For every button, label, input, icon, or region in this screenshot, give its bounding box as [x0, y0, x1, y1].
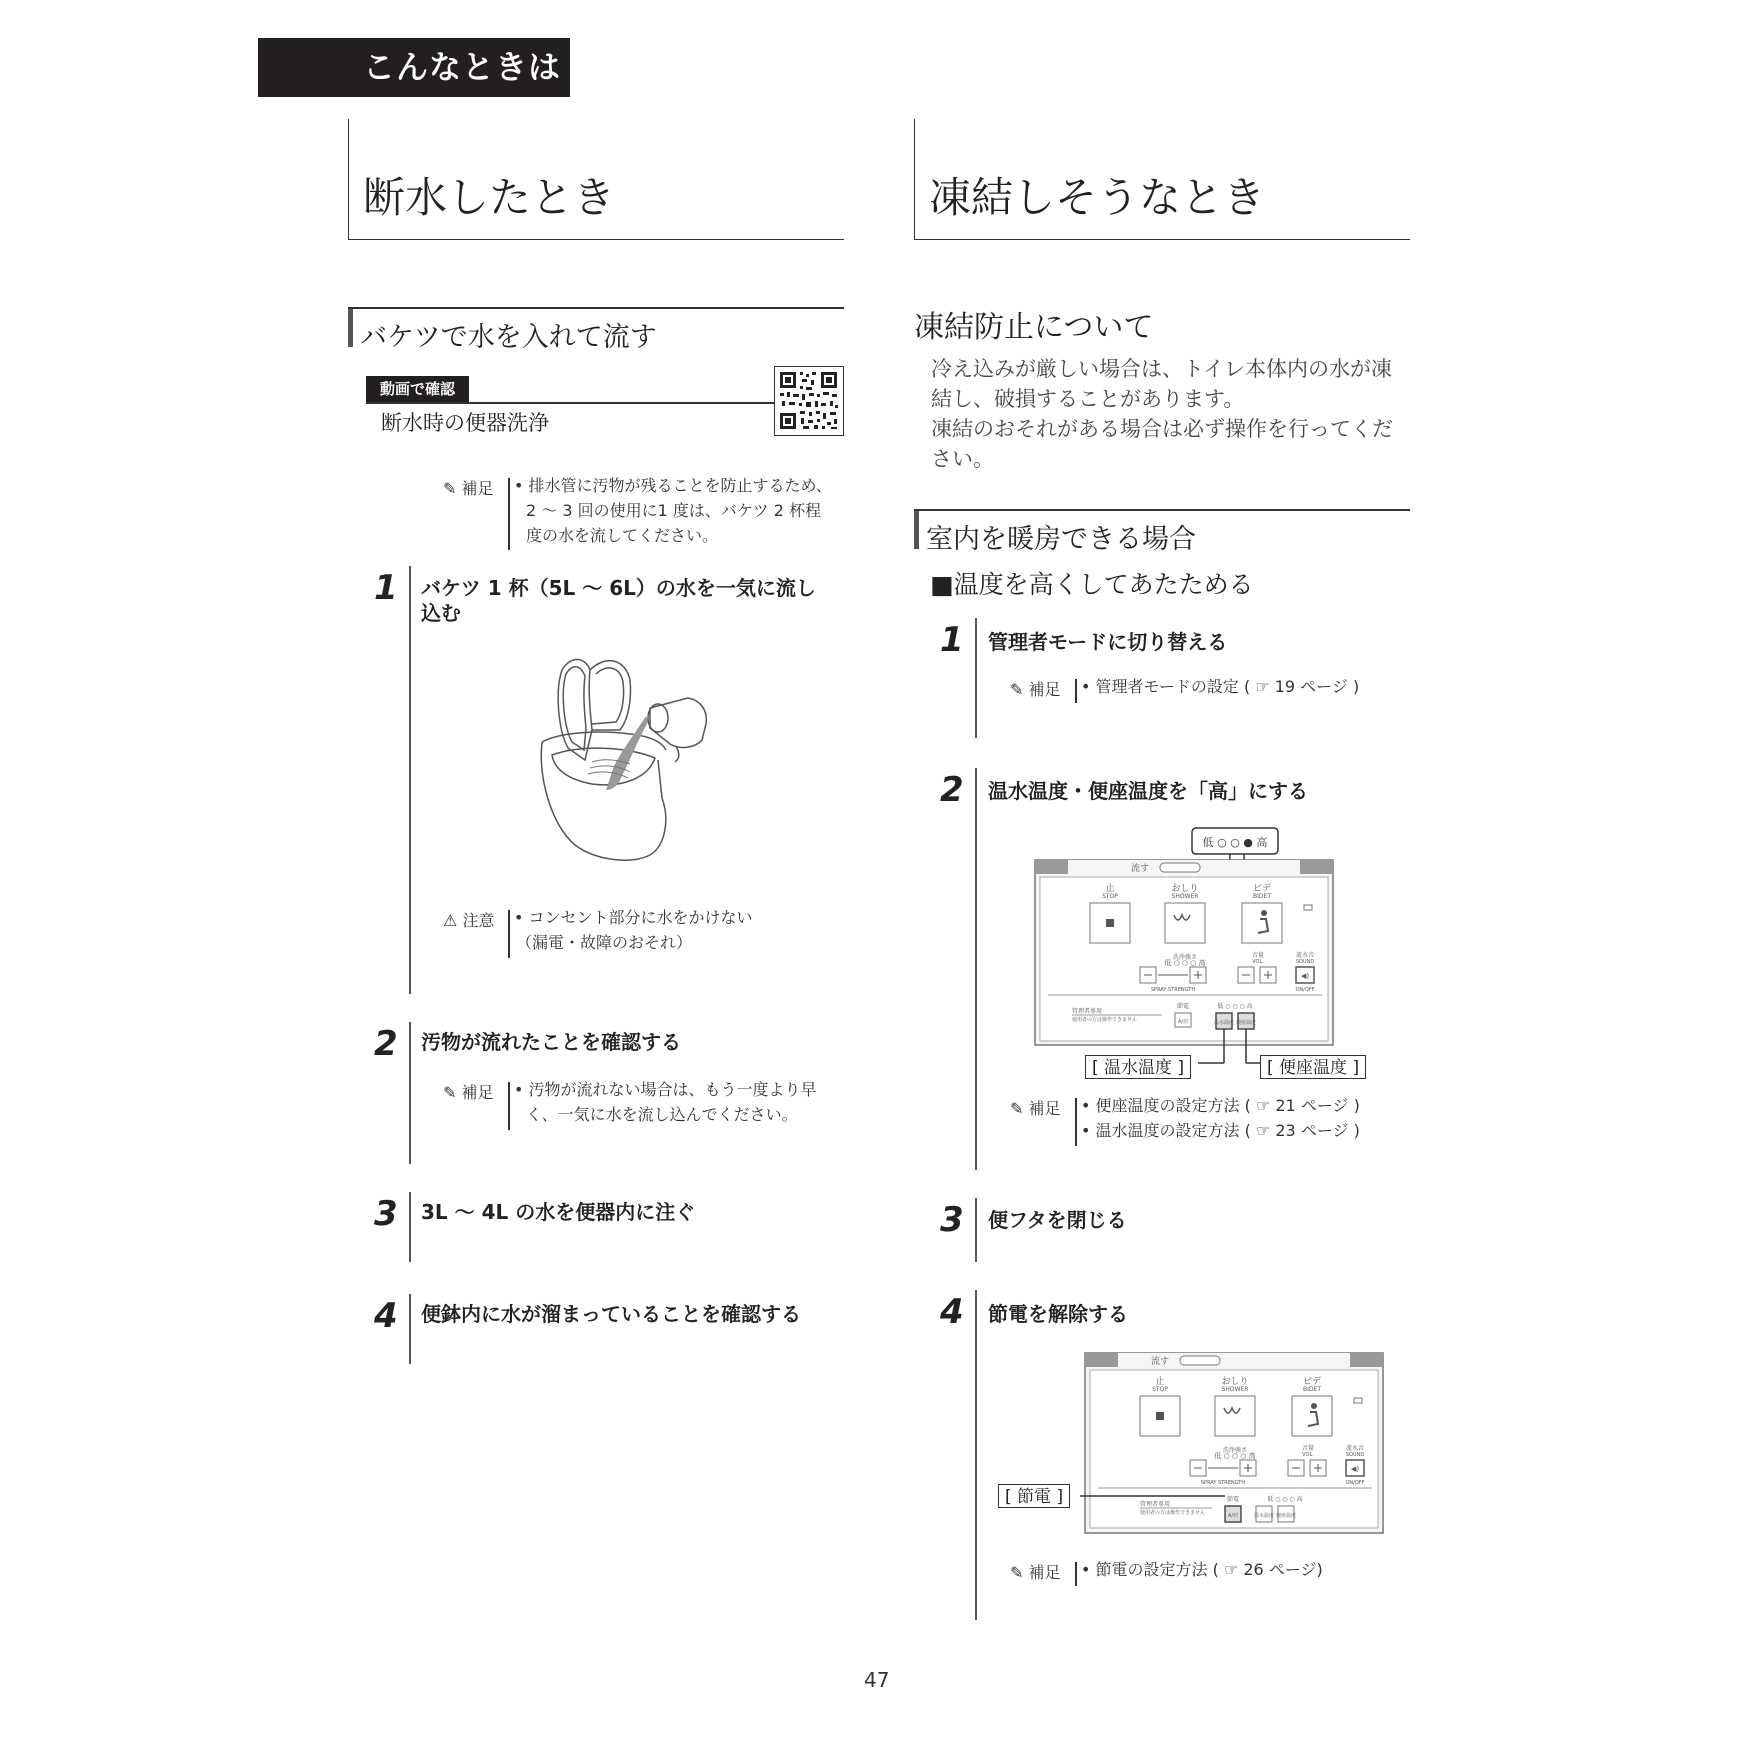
right-paragraph: 冷え込みが厳しい場合は、トイレ本体内の水が凍 結し、破損することがあります。 凍結のおそれがある場合は必ず操作を行ってくだ さい。 — [931, 357, 1393, 471]
toilet-bucket-illustration — [530, 650, 730, 865]
control-panel-diagram-1 — [1030, 825, 1340, 1087]
video-title: 断水時の便器洗浄 — [381, 411, 549, 435]
svg-text:SHOWER: SHOWER — [1221, 1386, 1249, 1393]
qr-code[interactable] — [774, 366, 844, 436]
right-title-box — [914, 119, 1410, 240]
svg-text:節電: 節電 — [1226, 1496, 1240, 1503]
svg-text:使用者の方は操作できません: 使用者の方は操作できません — [1140, 1510, 1206, 1516]
step-1-text: バケツ 1 杯（5L 〜 6L）の水を一気に流し 込む — [421, 576, 816, 625]
pencil-icon: ✎ — [1010, 680, 1024, 699]
svg-text:流す: 流す — [1130, 864, 1150, 874]
svg-text:低 ○ ○ ○ 高: 低 ○ ○ ○ 高 — [1267, 1496, 1303, 1503]
svg-text:STOP: STOP — [1152, 1386, 1168, 1393]
left-subsection-text: バケツで水を入れて流す — [360, 322, 657, 353]
svg-text:流す: 流す — [1150, 1357, 1170, 1367]
step-2-line — [409, 1022, 411, 1164]
svg-text:VOL.: VOL. — [1252, 959, 1264, 965]
svg-text:止: 止 — [1105, 884, 1115, 894]
svg-text:SPRAY STRENGTH: SPRAY STRENGTH — [1150, 987, 1196, 993]
header-tab: こんなときは — [258, 38, 570, 97]
right-supplement-step-4 — [1010, 1560, 1410, 1590]
step-3-line — [409, 1192, 411, 1262]
supplement-label: ✎ 補足 — [443, 479, 494, 498]
svg-text:低 ○ ○ ○ 高: 低 ○ ○ ○ 高 — [1214, 1452, 1256, 1460]
right-heading: 凍結防止について — [914, 310, 1154, 345]
control-panel-diagram-2 — [1080, 1348, 1390, 1538]
svg-text:洗浄強さ: 洗浄強さ — [1222, 1447, 1248, 1454]
supplement-body: • 節電の設定方法 ( ☞ 26 ページ) — [1081, 1560, 1323, 1579]
right-step-2-line — [975, 768, 977, 1170]
svg-text:管理者専用: 管理者専用 — [1072, 1008, 1103, 1015]
supplement-body: • 管理者モードの設定 ( ☞ 19 ページ ) — [1081, 677, 1360, 696]
svg-text:音量: 音量 — [1301, 1445, 1315, 1452]
note-divider — [508, 1082, 510, 1130]
right-step-4-line — [975, 1290, 977, 1620]
svg-text:流水音: 流水音 — [1295, 952, 1315, 959]
svg-text:SOUND: SOUND — [1295, 959, 1315, 965]
heading-bar — [914, 511, 919, 549]
step-4-text: 便鉢内に水が溜まっていることを確認する — [421, 1302, 801, 1326]
supplement-body-top: • 排水管に汚物が残ることを防止するため、 2 〜 3 回の使用に1 度は、バケツ 2 杯程 度の水を流してください。 — [514, 476, 832, 545]
svg-text:低 ○ ○ ○ 高: 低 ○ ○ ○ 高 — [1164, 959, 1206, 967]
supplement-body-step-2: • 汚物が流れない場合は、もう一度より早 く、一気に水を流し込んでください。 — [514, 1080, 817, 1124]
caution-label: ⚠ 注意 — [443, 911, 495, 930]
step-1-line — [409, 566, 411, 994]
right-step-1-number: 1 — [940, 620, 964, 660]
caution-body: • コンセント部分に水をかけない （漏電・故障のおそれ） — [514, 908, 753, 952]
svg-text:SPRAY STRENGTH: SPRAY STRENGTH — [1200, 1480, 1246, 1486]
callout-power-save: [ 節電 ] — [998, 1484, 1070, 1508]
svg-text:音量: 音量 — [1251, 952, 1265, 959]
supplement-label: ✎ 補足 — [1010, 1563, 1061, 1582]
right-step-1-line — [975, 618, 977, 738]
video-tag: 動画で確認 — [366, 376, 469, 402]
svg-text:SOUND: SOUND — [1345, 1452, 1365, 1458]
svg-text:SHOWER: SHOWER — [1171, 893, 1199, 900]
svg-text:低 ○ ○ ○ 高: 低 ○ ○ ○ 高 — [1217, 1003, 1253, 1010]
supplement-body: • 便座温度の設定方法 ( ☞ 21 ページ ) • 温水温度の設定方法 ( ☞ 23 ページ ) — [1081, 1096, 1360, 1140]
note-divider — [1075, 1562, 1077, 1586]
caution-note-step-1 — [443, 908, 853, 960]
svg-text:ビデ: ビデ — [1252, 884, 1272, 894]
right-subsection-text: 室内を暖房できる場合 — [926, 524, 1196, 555]
svg-text:便座温度: 便座温度 — [1275, 1513, 1297, 1519]
video-underline — [366, 402, 778, 404]
callout-water-temp: [ 温水温度 ] — [1085, 1055, 1191, 1079]
pencil-icon: ✎ — [443, 479, 457, 498]
note-divider — [1075, 679, 1077, 703]
svg-text:使用者の方は操作できません: 使用者の方は操作できません — [1072, 1017, 1138, 1023]
svg-text:節電: 節電 — [1176, 1003, 1190, 1010]
svg-text:VOL.: VOL. — [1302, 1452, 1314, 1458]
svg-text:おしり: おしり — [1221, 1377, 1249, 1387]
supplement-note-top — [443, 476, 853, 552]
right-step-3-number: 3 — [940, 1200, 964, 1240]
step-3-text: 3L 〜 4L の水を便器内に注ぐ — [421, 1200, 696, 1224]
svg-text:ON/OFF: ON/OFF — [1295, 987, 1315, 993]
left-title-box — [348, 119, 844, 240]
svg-text:◀): ◀) — [1300, 972, 1310, 980]
page-number: 47 — [864, 1668, 890, 1692]
svg-text:STOP: STOP — [1102, 893, 1118, 900]
right-step-3-line — [975, 1198, 977, 1262]
pencil-icon: ✎ — [443, 1083, 457, 1102]
callout-indicator-text: 低 ○ ○ ● 高 — [1202, 836, 1268, 849]
right-step-1-text: 管理者モードに切り替える — [988, 630, 1228, 654]
right-supplement-step-2 — [1010, 1096, 1410, 1148]
pencil-icon: ✎ — [1010, 1099, 1024, 1118]
callout-seat-temp: [ 便座温度 ] — [1260, 1055, 1366, 1079]
svg-text:止: 止 — [1155, 1377, 1165, 1387]
svg-text:洗浄強さ: 洗浄強さ — [1172, 954, 1198, 961]
right-step-2-number: 2 — [940, 770, 964, 810]
right-step-2-text: 温水温度・便座温度を「高」にする — [988, 779, 1308, 803]
right-step-4-number: 4 — [940, 1292, 964, 1332]
right-supplement-step-1 — [1010, 677, 1410, 707]
supplement-note-step-2 — [443, 1080, 853, 1132]
svg-text:A/切: A/切 — [1227, 1513, 1239, 1519]
supplement-label: ✎ 補足 — [1010, 1099, 1061, 1118]
step-2-number: 2 — [374, 1024, 398, 1064]
warning-icon: ⚠ — [443, 911, 458, 930]
method-heading: ■温度を高くしてあたためる — [930, 570, 1254, 599]
supplement-label: ✎ 補足 — [1010, 680, 1061, 699]
step-2-text: 汚物が流れたことを確認する — [421, 1030, 681, 1054]
note-divider — [508, 478, 510, 550]
left-subsection-heading — [348, 307, 844, 353]
svg-text:温水温度: 温水温度 — [1213, 1020, 1235, 1026]
right-page-title: 凍結しそうなとき — [929, 173, 1266, 222]
svg-text:A/切: A/切 — [1177, 1019, 1189, 1025]
svg-text:BIDET: BIDET — [1303, 1386, 1321, 1393]
step-4-line — [409, 1294, 411, 1364]
step-4-number: 4 — [374, 1296, 398, 1336]
right-subsection-heading — [914, 509, 1410, 555]
svg-text:便座温度: 便座温度 — [1235, 1020, 1257, 1026]
svg-text:◀): ◀) — [1350, 1465, 1360, 1473]
svg-text:管理者専用: 管理者専用 — [1140, 1501, 1171, 1508]
note-divider — [508, 910, 510, 958]
step-1-number: 1 — [374, 568, 398, 608]
svg-text:BIDET: BIDET — [1253, 893, 1271, 900]
left-page-title: 断水したとき — [363, 173, 616, 222]
supplement-label: ✎ 補足 — [443, 1083, 494, 1102]
svg-text:温水温度: 温水温度 — [1253, 1513, 1275, 1519]
step-3-number: 3 — [374, 1194, 398, 1234]
svg-text:ON/OFF: ON/OFF — [1345, 1480, 1365, 1486]
heading-bar — [348, 309, 353, 347]
svg-text:ビデ: ビデ — [1302, 1377, 1322, 1387]
qr-code-icon — [775, 367, 842, 434]
right-step-4-text: 節電を解除する — [988, 1302, 1128, 1326]
svg-text:おしり: おしり — [1171, 884, 1199, 894]
right-step-3-text: 便フタを閉じる — [988, 1208, 1127, 1232]
note-divider — [1075, 1098, 1077, 1146]
svg-text:流水音: 流水音 — [1345, 1445, 1365, 1452]
pencil-icon: ✎ — [1010, 1563, 1024, 1582]
